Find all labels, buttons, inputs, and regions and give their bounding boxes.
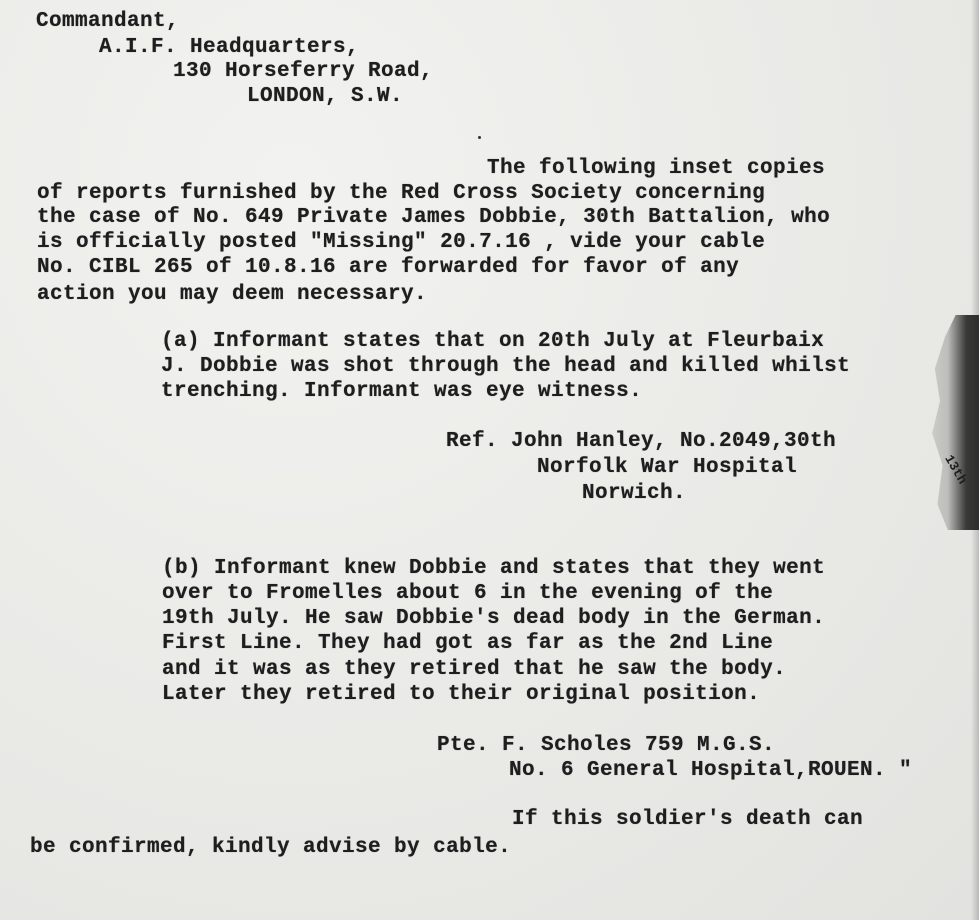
intro-line-3: the case of No. 649 Private James Dobbie, 30th Battalion, who [37, 206, 831, 229]
report-b-line-1: (b) Informant knew Dobbie and states that they went [162, 557, 826, 580]
page-edge-shadow [971, 0, 979, 920]
intro-line-5: No. CIBL 265 of 10.8.16 are forwarded for favor of any [37, 256, 740, 279]
report-b-line-3: 19th July. He saw Dobbie's dead body in the German. [162, 607, 826, 630]
address-line-3: 130 Horseferry Road, [173, 60, 434, 83]
address-line-2: A.I.F. Headquarters, [99, 36, 360, 59]
ink-dot [478, 136, 481, 139]
report-a-line-3: trenching. Informant was eye witness. [161, 380, 643, 403]
address-line-1: Commandant, [36, 10, 180, 33]
intro-line-6: action you may deem necessary. [37, 283, 428, 306]
intro-line-1: The following inset copies [487, 157, 826, 180]
intro-line-2: of reports furnished by the Red Cross Society concerning [37, 182, 766, 205]
report-b-line-2: over to Fromelles about 6 in the evening of the [162, 582, 774, 605]
report-b-line-5: and it was as they retired that he saw the body. [162, 658, 787, 681]
report-b-ref-2: No. 6 General Hospital,ROUEN. " [509, 759, 913, 782]
address-line-4: LONDON, S.W. [247, 85, 404, 108]
report-a-ref-1: Ref. John Hanley, No.2049,30th [446, 430, 837, 453]
report-b-ref-1: Pte. F. Scholes 759 M.G.S. [437, 734, 776, 757]
report-a-ref-3: Norwich. [582, 482, 687, 505]
torn-edge-mark: 13th [941, 452, 970, 487]
intro-line-4: is officially posted "Missing" 20.7.16 , vide your cable [37, 231, 766, 254]
report-a-line-1: (a) Informant states that on 20th July at Fleurbaix [161, 330, 825, 353]
report-a-line-2: J. Dobbie was shot through the head and killed whilst [161, 355, 851, 378]
report-b-line-6: Later they retired to their original position. [162, 683, 761, 706]
report-b-line-4: First Line. They had got as far as the 2nd Line [162, 632, 774, 655]
report-a-ref-2: Norfolk War Hospital [537, 456, 798, 479]
closing-line-1: If this soldier's death can [512, 808, 864, 831]
closing-line-2: be confirmed, kindly advise by cable. [30, 836, 512, 859]
